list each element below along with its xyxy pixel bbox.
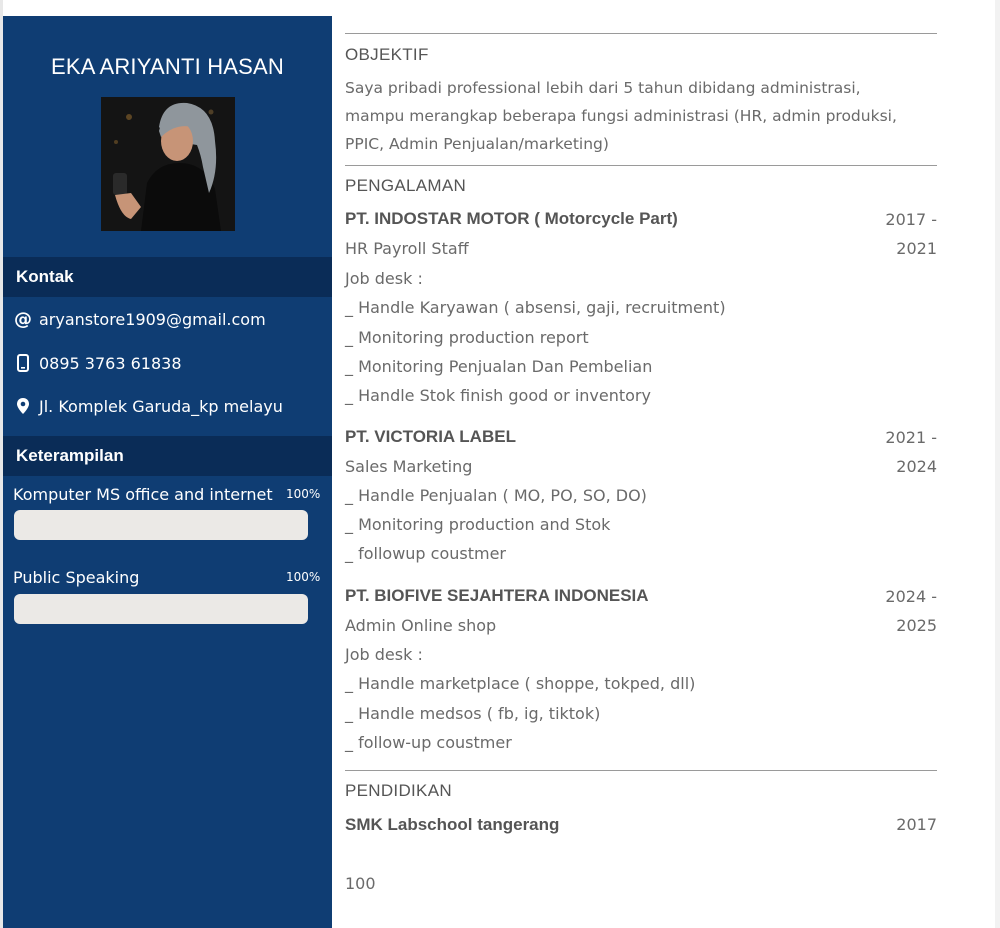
skill-bar-fill — [14, 510, 308, 540]
divider — [345, 165, 937, 166]
job-desk-line: _ Handle medsos ( fb, ig, tiktok) — [345, 704, 601, 723]
education-year: 2017 — [896, 815, 937, 834]
svg-text:@: @ — [14, 309, 32, 329]
profile-name: EKA ARIYANTI HASAN — [50, 54, 285, 79]
job-company: PT. VICTORIA LABEL — [345, 427, 516, 446]
job-year-start: 2017 - — [885, 210, 937, 229]
address-text: Jl. Komplek Garuda_kp melayu — [39, 396, 283, 416]
job-desk-line: _ Handle Penjualan ( MO, PO, SO, DO) — [345, 486, 647, 505]
skills-section-title: Keterampilan — [3, 436, 332, 476]
phone-row — [13, 350, 182, 376]
objective-line-2: mampu merangkap beberapa fungsi administrasi (HR, admin produksi, — [345, 107, 897, 125]
education-score: 100 — [345, 874, 376, 893]
contact-section-title: Kontak — [3, 257, 332, 297]
profile-photo — [101, 97, 235, 231]
education-heading: PENDIDIKAN — [345, 781, 452, 800]
skill-label-ms-office: Komputer MS office and internet — [13, 485, 273, 504]
job-role: Admin Online shop — [345, 616, 497, 635]
job-desk-line: _ Handle Stok finish good or inventory — [345, 386, 651, 405]
divider — [345, 33, 937, 34]
email-row — [13, 306, 266, 332]
job-desk-line: _ follow-up coustmer — [345, 733, 512, 752]
job-desk-line: _ Handle marketplace ( shoppe, tokped, dll) — [345, 674, 696, 693]
job-role: HR Payroll Staff — [345, 239, 469, 258]
job-year-start: 2024 - — [885, 587, 937, 606]
skill-label-public-speaking: Public Speaking — [13, 568, 140, 587]
job-desk-line: _ Handle Karyawan ( absensi, gaji, recruitment) — [345, 298, 726, 317]
job-desk-line: _ Monitoring production and Stok — [345, 515, 611, 534]
job-company: PT. BIOFIVE SEJAHTERA INDONESIA — [345, 586, 649, 605]
phone-icon — [13, 353, 33, 373]
objective-line-1: Saya pribadi professional lebih dari 5 tahun dibidang administrasi, — [345, 79, 861, 97]
job-desk-line: _ Monitoring production report — [345, 328, 589, 347]
person-photo-icon — [101, 97, 235, 231]
at-icon — [13, 309, 33, 329]
job-desk-line: Job desk : — [345, 645, 423, 664]
skill-bar-ms-office — [14, 510, 308, 540]
skill-bar-fill — [14, 594, 308, 624]
job-year-end: 2025 — [896, 616, 937, 635]
address-row — [13, 393, 283, 419]
location-pin-icon — [13, 396, 33, 416]
job-desk-line: Job desk : — [345, 269, 423, 288]
sidebar — [3, 16, 332, 928]
job-year-start: 2021 - — [885, 428, 937, 447]
page-right-edge — [995, 0, 1000, 928]
job-desk-line: _ followup coustmer — [345, 544, 506, 563]
objective-heading: OBJEKTIF — [345, 45, 429, 64]
skill-bar-public-speaking — [14, 594, 308, 624]
main-content — [345, 0, 937, 928]
education-school: SMK Labschool tangerang — [345, 815, 560, 834]
job-year-end: 2024 — [896, 457, 937, 476]
divider — [345, 770, 937, 771]
skill-percent-ms-office: 100% — [286, 487, 321, 501]
objective-line-3: PPIC, Admin Penjualan/marketing) — [345, 135, 609, 153]
job-role: Sales Marketing — [345, 457, 473, 476]
job-company: PT. INDOSTAR MOTOR ( Motorcycle Part) — [345, 209, 678, 228]
phone-text[interactable]: 0895 3763 61838 — [39, 353, 182, 373]
email-text[interactable]: aryanstore1909@gmail.com — [39, 309, 266, 329]
skill-percent-public-speaking: 100% — [286, 570, 321, 584]
experience-heading: PENGALAMAN — [345, 176, 467, 195]
job-year-end: 2021 — [896, 239, 937, 258]
job-desk-line: _ Monitoring Penjualan Dan Pembelian — [345, 357, 653, 376]
